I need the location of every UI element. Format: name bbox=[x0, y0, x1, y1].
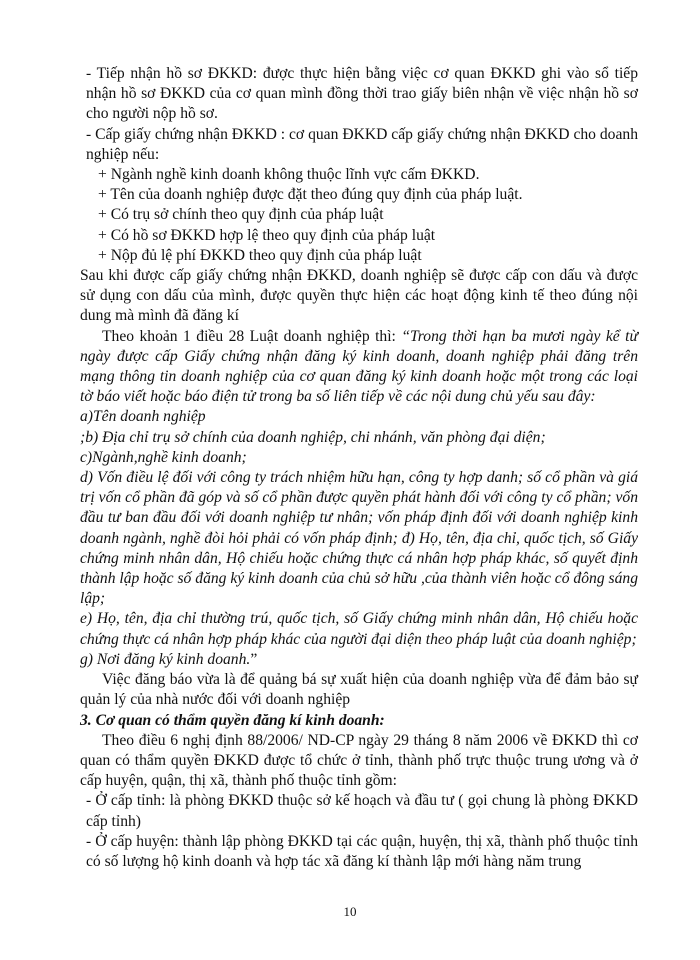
paragraph-cap-giay: - Cấp giấy chứng nhận ĐKKD : cơ quan ĐKKD cấp giấy chứng nhận ĐKKD cho doanh nghiệp nếu: bbox=[86, 125, 638, 163]
list-item-tru-so: + Có trụ sở chính theo quy định của pháp luật bbox=[98, 206, 384, 224]
list-item-ten-doanh-nghiep: + Tên của doanh nghiệp được đặt theo đúng quy định của pháp luật. bbox=[98, 186, 523, 204]
page-number: 10 bbox=[343, 904, 357, 919]
quote-item-b: ;b) Địa chỉ trụ sở chính của doanh nghiệp, chi nhánh, văn phòng đại diện; bbox=[80, 428, 546, 446]
quote-lead-text: “Trong thời hạn ba mươi ngày kể từ ngày được cấp Giấy chứng nhận đăng ký kinh doanh, doanh nghiệp phải đăng trên mạng thông tin doanh nghiệp của cơ quan đăng ký kinh doanh hoặc một trong các loại tờ báo viết hoặc báo điện tử trong ba số liên tiếp về các nội dung chủ yếu sau đây: bbox=[80, 327, 638, 406]
paragraph-theo-dieu-6: Theo điều 6 nghị định 88/2006/ ND-CP ngày 29 tháng 8 năm 2006 về ĐKKD thì cơ quan có thẩm quyền ĐKKD được tổ chức ở tỉnh, thành phố trực thuộc trung ương và ở cấp huyện, quận, thị xã, thành phố thuộc tỉnh gồm: bbox=[80, 731, 638, 790]
list-item-le-phi: + Nộp đủ lệ phí ĐKKD theo quy định của pháp luật bbox=[98, 246, 422, 264]
paragraph-sau-khi: Sau khi được cấp giấy chứng nhận ĐKKD, doanh nghiệp sẽ được cấp con dấu và được sử dụng con dấu của mình, được quyền thực hiện các hoạt động kinh tế theo đúng nội dung mà mình đã đăng kí bbox=[80, 267, 638, 325]
list-item-ho-so: + Có hồ sơ ĐKKD hợp lệ theo quy định của pháp luật bbox=[98, 226, 436, 244]
list-item-nganh-nghe: + Ngành nghề kinh doanh không thuộc lĩnh vực cấm ĐKKD. bbox=[98, 166, 480, 184]
section-heading: 3. Cơ quan có thẩm quyền đăng kí kinh doanh: bbox=[80, 711, 385, 729]
paragraph-tiep-nhan: - Tiếp nhận hồ sơ ĐKKD: được thực hiện bằng việc cơ quan ĐKKD ghi vào sổ tiếp nhận hồ sơ ĐKKD của cơ quan mình đồng thời trao giấy biên nhận về việc nhận hồ sơ cho người nộp hồ sơ. bbox=[86, 65, 638, 123]
quote-item-e: e) Họ, tên, địa chỉ thường trú, quốc tịch, số Giấy chứng minh nhân dân, Hộ chiếu hoặc chứng thực cá nhân hợp pháp khác của người đại diện theo pháp luật của doanh nghiệp; bbox=[80, 610, 638, 648]
quote-item-a: a)Tên doanh nghiệp bbox=[80, 408, 206, 426]
paragraph-quote-intro bbox=[80, 327, 638, 408]
quote-item-d: d) Vốn điều lệ đối với công ty trách nhiệm hữu hạn, công ty hợp danh; số cổ phần và giá trị vốn cổ phần đã góp và số cổ phần được quyền phát hành đối với công ty cổ phần; vốn đầu tư ban đầu đối với doanh nghiệp tư nhân; vốn pháp định đối với doanh nghiệp kinh doanh ngành, nghề đòi hỏi phải có vốn pháp định; đ) Họ, tên, địa chỉ, quốc tịch, số Giấy chứng minh nhân dân, Hộ chiếu hoặc chứng thực cá nhân hợp pháp khác, số quyết định thành lập hoặc số đăng ký kinh doanh của chủ sở hữu ,của thành viên hoặc cổ đông sáng lập; bbox=[80, 469, 638, 608]
quote-close-mark: ” bbox=[250, 650, 258, 668]
paragraph-cap-huyen: - Ở cấp huyện: thành lập phòng ĐKKD tại các quận, huyện, thị xã, thành phố thuộc tỉnh có số lượng hộ kinh doanh và hợp tác xã đăng kí thành lập mới hàng năm trung bbox=[86, 832, 638, 870]
document-page bbox=[80, 64, 638, 872]
quote-item-c: c)Ngành,nghề kinh doanh; bbox=[80, 448, 247, 466]
quote-intro-text: Theo khoản 1 điều 28 Luật doanh nghiệp thì: bbox=[102, 327, 402, 345]
quote-item-g bbox=[80, 650, 638, 670]
paragraph-dang-bao: Việc đăng báo vừa là để quảng bá sự xuất hiện của doanh nghiệp vừa để đảm bảo sự quản lý của nhà nước đối với doanh nghiệp bbox=[80, 671, 638, 709]
paragraph-cap-tinh: - Ở cấp tỉnh: là phòng ĐKKD thuộc sở kế hoạch và đầu tư ( gọi chung là phòng ĐKKD cấp tỉnh) bbox=[86, 792, 638, 830]
quote-last-text: g) Nơi đăng ký kinh doanh. bbox=[80, 650, 251, 668]
